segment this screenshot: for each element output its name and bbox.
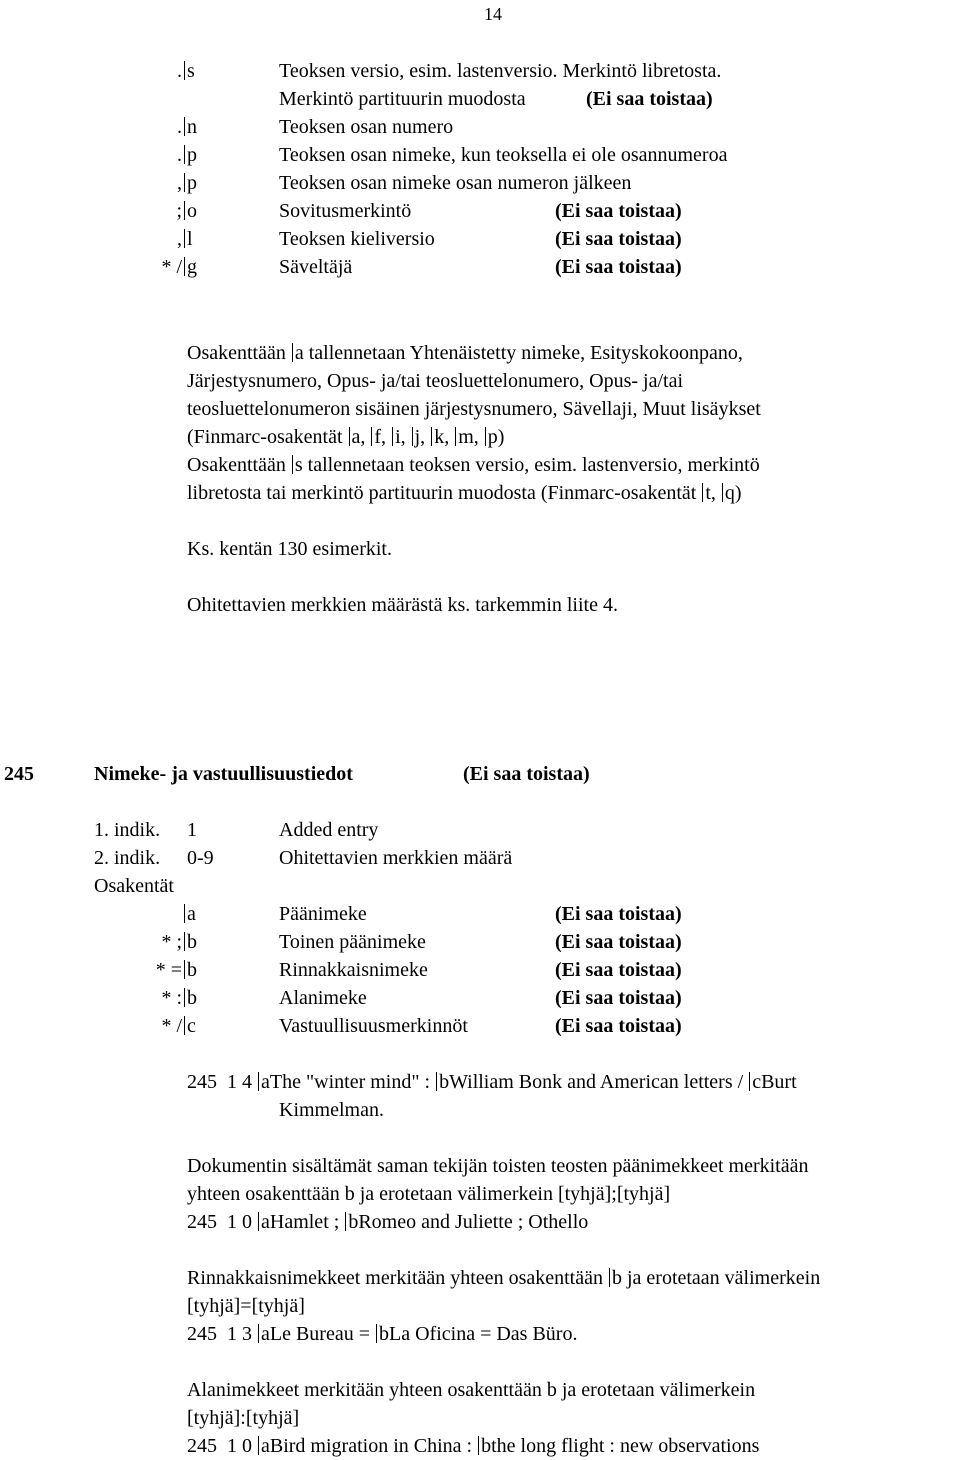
subfield-code bbox=[183, 956, 197, 984]
subfield-desc: Vastuullisuusmerkinnöt bbox=[279, 1015, 468, 1037]
delimiter-mark bbox=[702, 483, 703, 502]
subfield-prefix: * / bbox=[161, 1015, 182, 1037]
example-line bbox=[187, 1208, 588, 1236]
field-tag: 245 bbox=[4, 763, 34, 785]
indicator-label: 1. indik. bbox=[94, 819, 161, 841]
subfield-code bbox=[183, 113, 197, 141]
text: Osakenttään bbox=[187, 342, 286, 364]
example-text: bthe long flight : new observations bbox=[481, 1435, 760, 1457]
subfield-desc: Teoksen osan nimeke, kun teoksella ei ole osannumeroa bbox=[279, 144, 728, 166]
block-line bbox=[187, 1264, 820, 1292]
subfield-letter: g bbox=[187, 256, 197, 278]
subfield-prefix: . bbox=[177, 60, 182, 82]
text: Rinnakkaisnimekkeet merkitään yhteen osakenttään bbox=[187, 1267, 603, 1289]
text: b ja erotetaan välimerkein bbox=[611, 1267, 821, 1289]
block-line: Alanimekkeet merkitään yhteen osakenttään b ja erotetaan välimerkein bbox=[187, 1379, 756, 1401]
subfield-letter: l bbox=[187, 228, 193, 250]
subfield-letter: p bbox=[187, 172, 197, 194]
repeat-note: (Ei saa toistaa) bbox=[555, 228, 682, 250]
text: q) bbox=[724, 482, 742, 504]
example-line bbox=[187, 1320, 577, 1348]
repeat-note: (Ei saa toistaa) bbox=[555, 256, 682, 278]
example-text: aThe "winter mind" : bbox=[261, 1071, 431, 1093]
example-text: aLe Bureau = bbox=[261, 1323, 371, 1345]
repeat-note: (Ei saa toistaa) bbox=[555, 1015, 682, 1037]
subfield-code bbox=[183, 197, 197, 225]
subfield-desc: Teoksen kieliversio bbox=[279, 228, 435, 250]
delimiter-mark bbox=[258, 1324, 259, 1343]
delimiter-mark bbox=[722, 483, 723, 502]
subfield-letter: b bbox=[187, 931, 197, 953]
para-line bbox=[187, 479, 742, 507]
text: s tallennetaan teoksen versio, esim. lastenversio, merkintö bbox=[294, 454, 760, 476]
example-text: bRomeo and Juliette ; Othello bbox=[348, 1211, 589, 1233]
block-line: yhteen osakenttään b ja erotetaan välimerkein [tyhjä];[tyhjä] bbox=[187, 1183, 671, 1205]
delimiter-mark bbox=[184, 117, 185, 136]
subfield-desc: Teoksen versio, esim. lastenversio. Merkintö libretosta. bbox=[279, 60, 722, 82]
delimiter-mark bbox=[436, 1072, 437, 1091]
text: j, bbox=[414, 426, 431, 448]
delimiter-mark bbox=[184, 173, 185, 192]
subfield-prefix: . bbox=[177, 116, 182, 138]
delimiter-mark bbox=[184, 229, 185, 248]
delimiter-mark bbox=[431, 427, 432, 446]
repeat-note: (Ei saa toistaa) bbox=[555, 931, 682, 953]
delimiter-mark bbox=[184, 61, 185, 80]
delimiter-mark bbox=[412, 427, 413, 446]
text: i, bbox=[395, 426, 411, 448]
example-text: bWilliam Bonk and American letters / bbox=[439, 1071, 744, 1093]
subfield-prefix: * = bbox=[155, 959, 182, 981]
indicator-label: 2. indik. bbox=[94, 847, 161, 869]
text: a tallennetaan Yhtenäistetty nimeke, Esityskokoonpano, bbox=[294, 342, 743, 364]
subfield-desc: Teoksen osan nimeke osan numeron jälkeen bbox=[279, 172, 632, 194]
subfield-code bbox=[183, 928, 197, 956]
indicator-value: 1 bbox=[187, 819, 197, 841]
repeat-note: (Ei saa toistaa) bbox=[586, 88, 713, 110]
subfield-letter: p bbox=[187, 144, 197, 166]
para-line: teosluettelonumeron sisäinen järjestysnumero, Sävellaji, Muut lisäykset bbox=[187, 398, 761, 420]
delimiter-mark bbox=[258, 1436, 259, 1455]
subfield-code bbox=[183, 225, 193, 253]
subfield-code bbox=[183, 57, 195, 85]
subfield-prefix: . bbox=[177, 144, 182, 166]
subfield-letter: a bbox=[187, 903, 196, 925]
example-text: aHamlet ; bbox=[261, 1211, 340, 1233]
para-line: Järjestysnumero, Opus- ja/tai teosluettelonumero, Opus- ja/tai bbox=[187, 370, 683, 392]
subfield-prefix: * : bbox=[161, 987, 182, 1009]
subfield-letter: s bbox=[187, 60, 195, 82]
delimiter-mark bbox=[184, 932, 185, 951]
delimiter-mark bbox=[478, 1436, 479, 1455]
subfield-letter: c bbox=[187, 1015, 196, 1037]
delimiter-mark bbox=[376, 1324, 377, 1343]
repeat-note: (Ei saa toistaa) bbox=[555, 959, 682, 981]
repeat-note: (Ei saa toistaa) bbox=[555, 200, 682, 222]
subfield-code bbox=[183, 1012, 196, 1040]
delimiter-mark bbox=[749, 1072, 750, 1091]
block-line: [tyhjä]:[tyhjä] bbox=[187, 1407, 300, 1429]
delimiter-mark bbox=[392, 427, 393, 446]
example-cont: Kimmelman. bbox=[279, 1099, 384, 1121]
field-title: Nimeke- ja vastuullisuustiedot bbox=[94, 763, 353, 785]
delimiter-mark bbox=[292, 343, 293, 362]
text: Osakenttään bbox=[187, 454, 286, 476]
indicator-desc: Ohitettavien merkkien määrä bbox=[279, 847, 513, 869]
subfield-prefix: * ; bbox=[161, 931, 182, 953]
example-text: cBurt bbox=[752, 1071, 797, 1093]
example-text: aBird migration in China : bbox=[261, 1435, 473, 1457]
subfields-label: Osakentät bbox=[94, 875, 174, 897]
subfield-desc: Teoksen osan numero bbox=[279, 116, 454, 138]
delimiter-mark bbox=[184, 988, 185, 1007]
example-code: 245 1 4 bbox=[187, 1071, 252, 1093]
text: t, bbox=[705, 482, 721, 504]
delimiter-mark bbox=[292, 455, 293, 474]
delimiter-mark bbox=[184, 201, 185, 220]
field-note: (Ei saa toistaa) bbox=[463, 763, 590, 785]
delimiter-mark bbox=[258, 1072, 259, 1091]
subfield-desc: Päänimeke bbox=[279, 903, 367, 925]
delimiter-mark bbox=[184, 257, 185, 276]
subfield-desc: Sovitusmerkintö bbox=[279, 200, 412, 222]
subfield-prefix: * / bbox=[161, 256, 182, 278]
subfield-prefix: ; bbox=[176, 200, 182, 222]
subfield-code bbox=[183, 141, 197, 169]
text: m, bbox=[458, 426, 484, 448]
text: p) bbox=[487, 426, 505, 448]
delimiter-mark bbox=[184, 960, 185, 979]
example-line bbox=[187, 1068, 797, 1096]
subfield-code bbox=[183, 984, 197, 1012]
example-code: 245 1 0 bbox=[187, 1211, 252, 1233]
para-line bbox=[187, 451, 760, 479]
delimiter-mark bbox=[609, 1268, 610, 1287]
delimiter-mark bbox=[485, 427, 486, 446]
repeat-note: (Ei saa toistaa) bbox=[555, 987, 682, 1009]
para-line bbox=[187, 423, 504, 451]
text: f, bbox=[374, 426, 392, 448]
subfield-desc: Säveltäjä bbox=[279, 256, 353, 278]
example-code: 245 1 0 bbox=[187, 1435, 252, 1457]
text: k, bbox=[434, 426, 455, 448]
block-line: Dokumentin sisältämät saman tekijän toisten teosten päänimekkeet merkitään bbox=[187, 1155, 809, 1177]
see-examples: Ks. kentän 130 esimerkit. bbox=[187, 538, 392, 560]
subfield-desc: Merkintö partituurin muodosta bbox=[279, 88, 526, 110]
indicator-value: 0-9 bbox=[187, 847, 214, 869]
delimiter-mark bbox=[345, 1212, 346, 1231]
delimiter-mark bbox=[371, 427, 372, 446]
subfield-desc: Toinen päänimeke bbox=[279, 931, 426, 953]
page-number: 14 bbox=[484, 4, 502, 24]
text: libretosta tai merkintö partituurin muodosta (Finmarc-osakentät bbox=[187, 482, 702, 504]
example-text: bLa Oficina = Das Büro. bbox=[379, 1323, 578, 1345]
delimiter-mark bbox=[258, 1212, 259, 1231]
example-code: 245 1 3 bbox=[187, 1323, 252, 1345]
subfield-letter: n bbox=[187, 116, 197, 138]
para-line bbox=[187, 339, 743, 367]
subfield-letter: b bbox=[187, 987, 197, 1009]
delimiter-mark bbox=[184, 904, 185, 923]
block-line: [tyhjä]=[tyhjä] bbox=[187, 1295, 305, 1317]
subfield-desc: Rinnakkaisnimeke bbox=[279, 959, 428, 981]
example-line bbox=[187, 1432, 759, 1460]
subfield-code bbox=[183, 169, 197, 197]
subfield-code bbox=[183, 253, 197, 281]
delimiter-mark bbox=[184, 145, 185, 164]
indicator-desc: Added entry bbox=[279, 819, 379, 841]
subfield-prefix: , bbox=[177, 228, 182, 250]
subfield-letter: o bbox=[187, 200, 197, 222]
delimiter-mark bbox=[349, 427, 350, 446]
subfield-letter: b bbox=[187, 959, 197, 981]
subfield-code bbox=[183, 900, 196, 928]
skip-note: Ohitettavien merkkien määrästä ks. tarkemmin liite 4. bbox=[187, 594, 618, 616]
repeat-note: (Ei saa toistaa) bbox=[555, 903, 682, 925]
text: a, bbox=[351, 426, 371, 448]
delimiter-mark bbox=[184, 1016, 185, 1035]
delimiter-mark bbox=[455, 427, 456, 446]
subfield-prefix: , bbox=[177, 172, 182, 194]
text: (Finmarc-osakentät bbox=[187, 426, 348, 448]
subfield-desc: Alanimeke bbox=[279, 987, 367, 1009]
